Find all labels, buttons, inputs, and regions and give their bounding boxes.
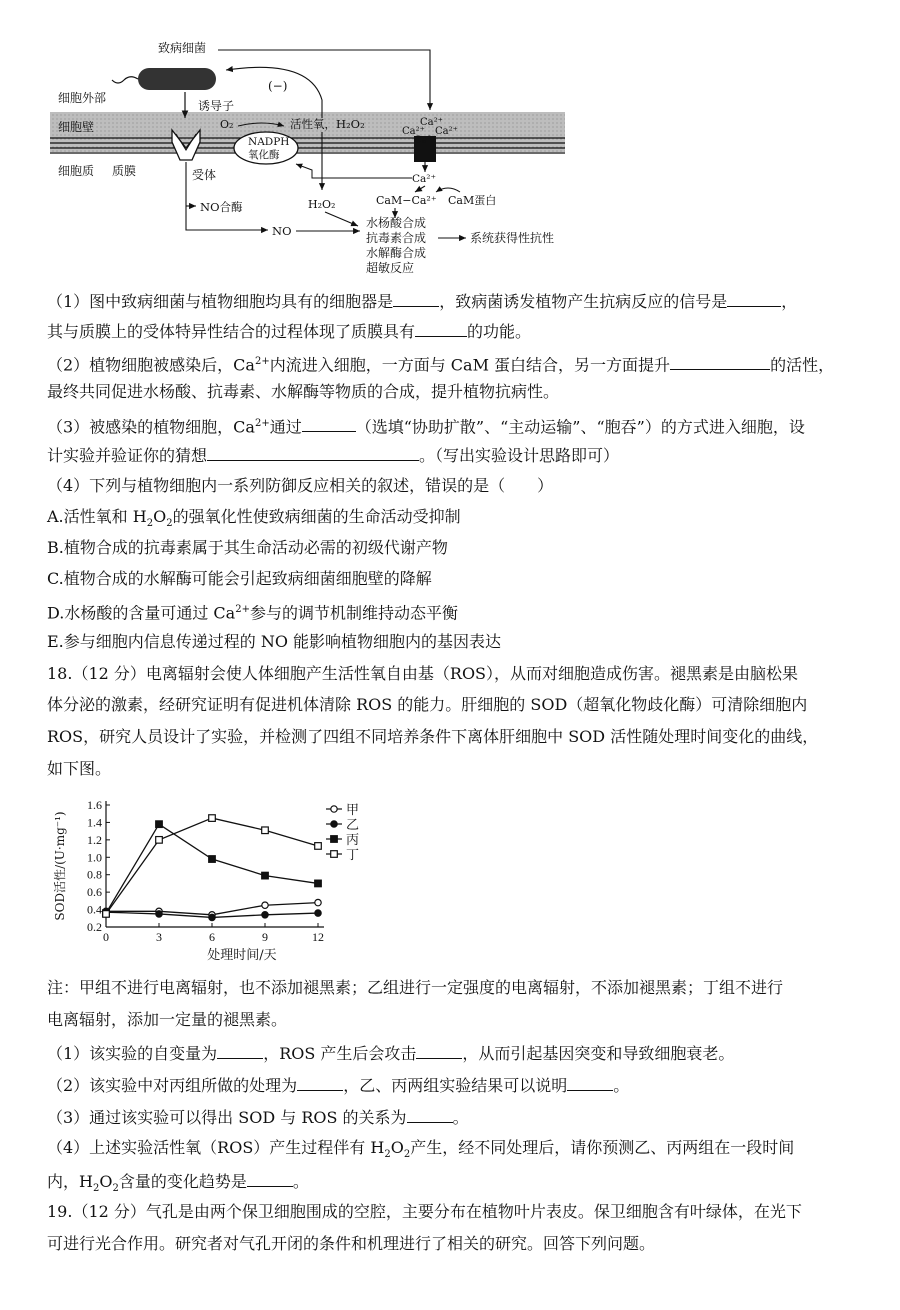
option-text: O: [153, 507, 167, 526]
data-point: [315, 880, 322, 887]
data-point: [262, 902, 268, 908]
subscript: 2: [146, 518, 154, 530]
x-tick-label: 9: [262, 930, 268, 944]
option-text: B.植物合成的抗毒素属于其生命活动必需的初级代谢产物: [47, 538, 448, 557]
o2-label: O₂: [220, 118, 234, 131]
data-point: [103, 911, 110, 918]
q17-p3-text: （选填“协助扩散”、“主动运输”、“胞吞”）的方式进入细胞，设: [355, 417, 805, 437]
sod-activity-chart: [42, 795, 382, 965]
option-text: E.参与细胞内信息传递过程的 NO 能影响植物细胞内的基因表达: [47, 632, 502, 651]
data-point: [262, 827, 269, 834]
q18-s4-text: 内，H: [47, 1172, 93, 1191]
answer-blank[interactable]: [207, 444, 419, 461]
nadph-label: NADPH: [248, 136, 290, 148]
q18-note-text: 电离辐射，添加一定量的褪黑素。: [47, 1010, 288, 1029]
q18-s4-text: O: [99, 1172, 113, 1191]
option-text: D.水杨酸的含量可通过 Ca: [47, 603, 236, 623]
legend-label: 乙: [346, 818, 360, 833]
pathogen-label: 致病细菌: [158, 41, 207, 55]
legend-label: 丁: [346, 848, 360, 863]
answer-blank[interactable]: [393, 290, 439, 307]
y-tick-label: 1.2: [87, 832, 102, 847]
option-text: 的强氧化性使致病细菌的生命活动受抑制: [172, 507, 461, 526]
q19-text: 可进行光合作用。研究者对气孔开闭的条件和机理进行了相关的研究。回答下列问题。: [47, 1234, 656, 1253]
wall-label: 细胞壁: [58, 120, 95, 134]
signal-pathway-diagram: [40, 30, 600, 282]
answer-blank[interactable]: [247, 1170, 293, 1187]
answer-blank[interactable]: [670, 353, 770, 370]
subscript: 2: [403, 1149, 411, 1161]
data-point: [315, 843, 322, 850]
outside-label: 细胞外部: [58, 91, 107, 105]
data-point: [209, 856, 216, 863]
ca-out-label: Ca²⁺: [402, 126, 425, 137]
cam-complex-label: CaM−Ca²⁺: [376, 194, 437, 207]
h2o2-to-synthesis-arrow: [325, 212, 358, 226]
q19-line1: [47, 1202, 802, 1222]
pathogen-to-channel-arrow: [218, 50, 430, 110]
pathogen-flagellum: [112, 77, 138, 83]
superscript: 2+: [254, 418, 270, 429]
data-point: [262, 872, 269, 879]
option-c[interactable]: [47, 569, 432, 589]
q17-p2-text: 内流进入细胞，一方面与 CaM 蛋白结合，另一方面提升: [269, 355, 671, 375]
data-point: [331, 821, 337, 827]
q18-s2-text: ，乙、丙两组实验结果可以说明: [343, 1076, 568, 1095]
superscript: 2+: [235, 604, 250, 615]
q17-p1-text: （1）图中致病细菌与植物细胞均具有的细胞器是: [47, 292, 394, 311]
q18-sub4-line1: [47, 1138, 794, 1165]
q18-s4-text: 产生，经不同处理后，请你预测乙、丙两组在一段时间: [410, 1138, 795, 1157]
y-axis-label: SOD活性/(U·mg⁻¹): [53, 811, 67, 921]
q18-s2-text: 。: [613, 1076, 630, 1095]
answer-blank[interactable]: [302, 415, 356, 432]
q19-text: 19.（12 分）气孔是由两个保卫细胞围成的空腔，主要分布在植物叶片表皮。保卫细胞含有叶绿体，在光下: [47, 1202, 802, 1221]
x-tick-label: 3: [156, 930, 162, 944]
q17-p1-text: ，致病菌诱发植物产生抗病反应的信号是: [439, 292, 728, 311]
answer-blank[interactable]: [727, 290, 781, 307]
ca-to-complex-arrow: [415, 186, 425, 192]
pathogen-bacterium: [138, 68, 216, 90]
data-point: [156, 837, 163, 844]
h2o2-label: H₂O₂: [308, 198, 336, 211]
q18-intro-text: 18.（12 分）电离辐射会使人体细胞产生活性氧自由基（ROS），从而对细胞造成伤害。褪黑素是由脑松果: [47, 664, 799, 683]
legend-label: 甲: [346, 803, 360, 818]
option-a[interactable]: [47, 507, 461, 534]
data-point: [262, 912, 268, 918]
q18-s4-text: （4）上述实验活性氧（ROS）产生过程伴有 H: [47, 1138, 385, 1157]
q19-line2: [47, 1234, 655, 1254]
superscript: 2+: [254, 356, 270, 367]
cytoplasm-label: 细胞质: [58, 164, 95, 178]
q17-part3-line1: [47, 414, 805, 437]
subscript: 2: [112, 1183, 119, 1195]
chart-legend: [326, 803, 359, 863]
q17-p3-text: 通过: [269, 417, 302, 437]
receptor-label: 受体: [192, 168, 217, 182]
q18-note-line1: [47, 978, 783, 998]
data-point: [209, 914, 215, 920]
q18-sub1: [47, 1042, 734, 1064]
option-text: A.活性氧和 H: [47, 507, 147, 526]
cam-to-complex-arrow: [436, 188, 460, 192]
q18-intro-line2: [47, 695, 807, 715]
q17-part2-line2: [47, 382, 559, 402]
q17-part4: [47, 476, 553, 496]
q18-s1-text: （1）该实验的自变量为: [47, 1044, 218, 1063]
q18-intro-text: ROS，研究人员设计了实验，并检测了四组不同培养条件下离体肝细胞中 SOD 活性随处理时间变化的曲线，: [47, 727, 819, 746]
x-tick-label: 0: [103, 930, 109, 944]
sar-label: 系统获得性抗性: [470, 231, 555, 245]
q18-s2-text: （2）该实验中对丙组所做的处理为: [47, 1076, 298, 1095]
option-d[interactable]: [47, 600, 458, 623]
ca-out-label: Ca²⁺: [435, 126, 458, 137]
q17-p1-text: 其与质膜上的受体特异性结合的过程体现了质膜具有: [47, 322, 416, 341]
ca-out-label: Ca²⁺: [414, 135, 437, 146]
q18-intro-text: 体分泌的激素，经研究证明有促进机体清除 ROS 的能力。肝细胞的 SOD（超氧化物歧化酶）可清除细胞内: [47, 695, 808, 714]
salicylic-label: 水杨酸合成: [366, 216, 427, 230]
membrane-label: 质膜: [112, 164, 137, 178]
q18-sub4-line2: [47, 1170, 309, 1199]
data-point: [315, 899, 321, 905]
answer-blank[interactable]: [416, 1042, 462, 1059]
option-text: C.植物合成的水解酶可能会引起致病细菌细胞壁的降解: [47, 569, 432, 588]
q18-note-text: 注：甲组不进行电离辐射，也不添加褪黑素；乙组进行一定强度的电离辐射，不添加褪黑素；丁组不进行: [47, 978, 784, 997]
hydrolase-label: 水解酶合成: [366, 246, 427, 260]
answer-blank[interactable]: [415, 320, 467, 337]
q17-p3-text: 。（写出实验设计思路即可）: [419, 446, 620, 465]
chart-series: [103, 815, 322, 921]
no-label: NO: [272, 224, 292, 238]
x-tick-label: 6: [209, 930, 215, 944]
toxin-label: 抗毒素合成: [366, 231, 427, 245]
x-tick-label: 12: [312, 930, 324, 944]
series-line: [106, 818, 318, 914]
q17-p3-text: （3）被感染的植物细胞，Ca: [47, 417, 255, 437]
q17-part2-line1: [47, 352, 834, 375]
q18-s3-text: 。: [452, 1108, 469, 1127]
q18-sub3: [47, 1106, 469, 1128]
q17-p2-text: 的活性，: [770, 355, 835, 375]
data-point: [331, 851, 338, 858]
q18-s3-text: （3）通过该实验可以得出 SOD 与 ROS 的关系为: [47, 1108, 407, 1127]
answer-blank[interactable]: [297, 1074, 343, 1091]
data-point: [209, 815, 216, 822]
subscript: 2: [166, 518, 173, 530]
q17-p2-text: （2）植物细胞被感染后，Ca: [47, 355, 255, 375]
option-e[interactable]: [47, 632, 501, 652]
q18-intro-line3: [47, 727, 818, 747]
answer-blank[interactable]: [217, 1042, 263, 1059]
q17-p2-text: 最终共同促进水杨酸、抗毒素、水解酶等物质的合成，提升植物抗病性。: [47, 382, 560, 401]
y-tick-label: 0.8: [87, 867, 102, 882]
subscript: 2: [92, 1183, 100, 1195]
q18-s4-text: 含量的变化趋势是: [118, 1172, 247, 1191]
x-axis-label: 处理时间/天: [207, 948, 277, 963]
q17-part3-line2: [47, 444, 619, 466]
ca-out-label: Ca²⁺: [420, 117, 443, 128]
data-point: [156, 821, 163, 828]
q18-note-line2: [47, 1010, 287, 1030]
subscript: 2: [384, 1149, 391, 1161]
option-b[interactable]: [47, 538, 448, 558]
data-point: [331, 836, 338, 843]
answer-blank[interactable]: [407, 1106, 453, 1123]
q17-p1-text: 的功能。: [467, 322, 532, 341]
y-tick-label: 0.4: [87, 902, 102, 917]
q18-s4-text: 。: [292, 1172, 309, 1191]
ros-label: 活性氧，H₂O₂: [290, 117, 365, 131]
data-point: [315, 910, 321, 916]
ca-in-label: Ca²⁺: [412, 173, 437, 185]
q18-intro-text: 如下图。: [47, 759, 112, 778]
q18-sub2: [47, 1074, 629, 1096]
q18-s4-text: O: [390, 1138, 404, 1157]
q17-p4-text: （4）下列与植物细胞内一系列防御反应相关的叙述，错误的是（ ）: [47, 476, 554, 495]
q17-p3-text: 计实验并验证你的猜想: [47, 446, 208, 465]
inhibit-label: (−): [268, 79, 288, 93]
option-text: 参与的调节机制维持动态平衡: [249, 603, 458, 623]
oxidase-label: 氧化酶: [248, 149, 280, 161]
q17-part1-line2: [47, 320, 531, 342]
data-point: [156, 911, 162, 917]
data-point: [331, 806, 337, 812]
q17-part1-line1: [47, 290, 797, 312]
y-tick-label: 0.2: [87, 920, 102, 934]
chart-axes: [52, 798, 324, 963]
y-tick-label: 1.4: [87, 815, 102, 830]
cam-label: CaM蛋白: [448, 194, 497, 207]
y-tick-label: 1.6: [87, 798, 102, 812]
y-tick-label: 1.0: [87, 850, 102, 865]
q18-intro-line1: [47, 664, 798, 684]
nos-label: NO合酶: [200, 200, 243, 214]
q17-p1-text: ，: [781, 292, 798, 311]
hypersensitive-label: 超敏反应: [366, 261, 415, 275]
answer-blank[interactable]: [567, 1074, 613, 1091]
q18-s1-text: ，从而引起基因突变和导致细胞衰老。: [462, 1044, 735, 1063]
inducer-label: 诱导子: [198, 99, 235, 113]
y-tick-label: 0.6: [87, 885, 102, 900]
q18-intro-line4: [47, 759, 111, 779]
legend-label: 丙: [346, 833, 360, 848]
q18-s1-text: ，ROS 产生后会攻击: [263, 1044, 417, 1063]
ca-to-nadph-arrow: [296, 164, 412, 178]
